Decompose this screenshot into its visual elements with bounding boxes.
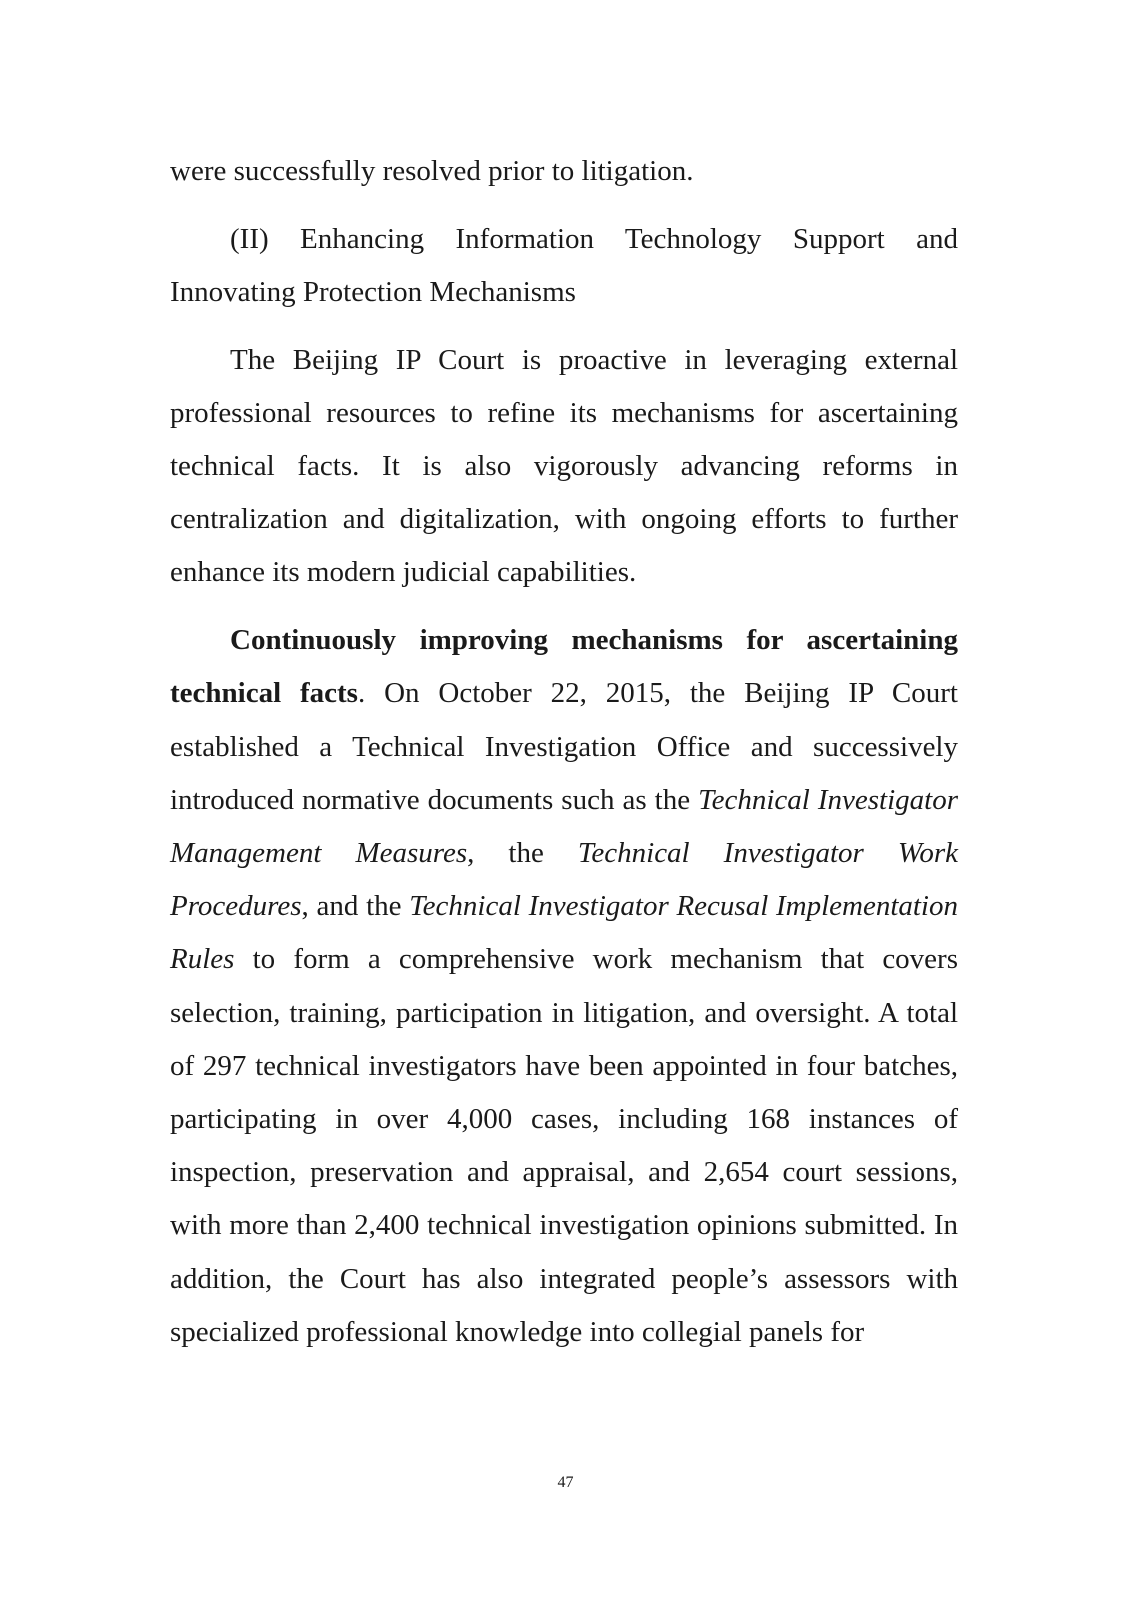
- document-title-1: Technical Investigator Management Measures: [170, 783, 958, 869]
- document-title-2: Technical Investigator Work Procedures: [170, 836, 959, 923]
- text-run-4: to form a comprehensive work mechanism that covers selection, training, participation in litigation, and oversight. A total of 297 technical investigators have been appointed in four batches, participating in over 4,000 cases, including 168 instances of inspection, preservation and appraisal, and 2,654 court sessions, with more than 2,400 technical investigation opinions submitted. In addition, the Court has also integrated people’s assessors with specialized professional knowledge into collegial panels for: [170, 943, 958, 1348]
- main-paragraph: [170, 614, 958, 1359]
- body-text: [170, 145, 958, 1359]
- text-run-1: . On October 22, 2015, the Beijing IP Court established a Technical Investigation Office and successively introduced normative documents such as the: [170, 677, 958, 816]
- bold-lead: Continuously improving mechanisms for ascertaining technical facts: [170, 624, 958, 710]
- document-title-3: Technical Investigator Recusal Implementation Rules: [170, 890, 958, 976]
- text-run-2: , the: [467, 836, 578, 869]
- page-number: 47: [557, 1474, 574, 1491]
- text-run-3: , and the: [301, 890, 410, 923]
- intro-paragraph: The Beijing IP Court is proactive in leveraging external professional resources to refine its mechanisms for ascertaining technical facts. It is also vigorously advancing reforms in centralization and digitalization, with ongoing efforts to further enhance its modern judicial capabilities.: [170, 343, 958, 589]
- section-heading: (II) Enhancing Information Technology Support and Innovating Protection Mechanisms: [170, 222, 958, 308]
- continuation-paragraph: were successfully resolved prior to litigation.: [170, 155, 694, 187]
